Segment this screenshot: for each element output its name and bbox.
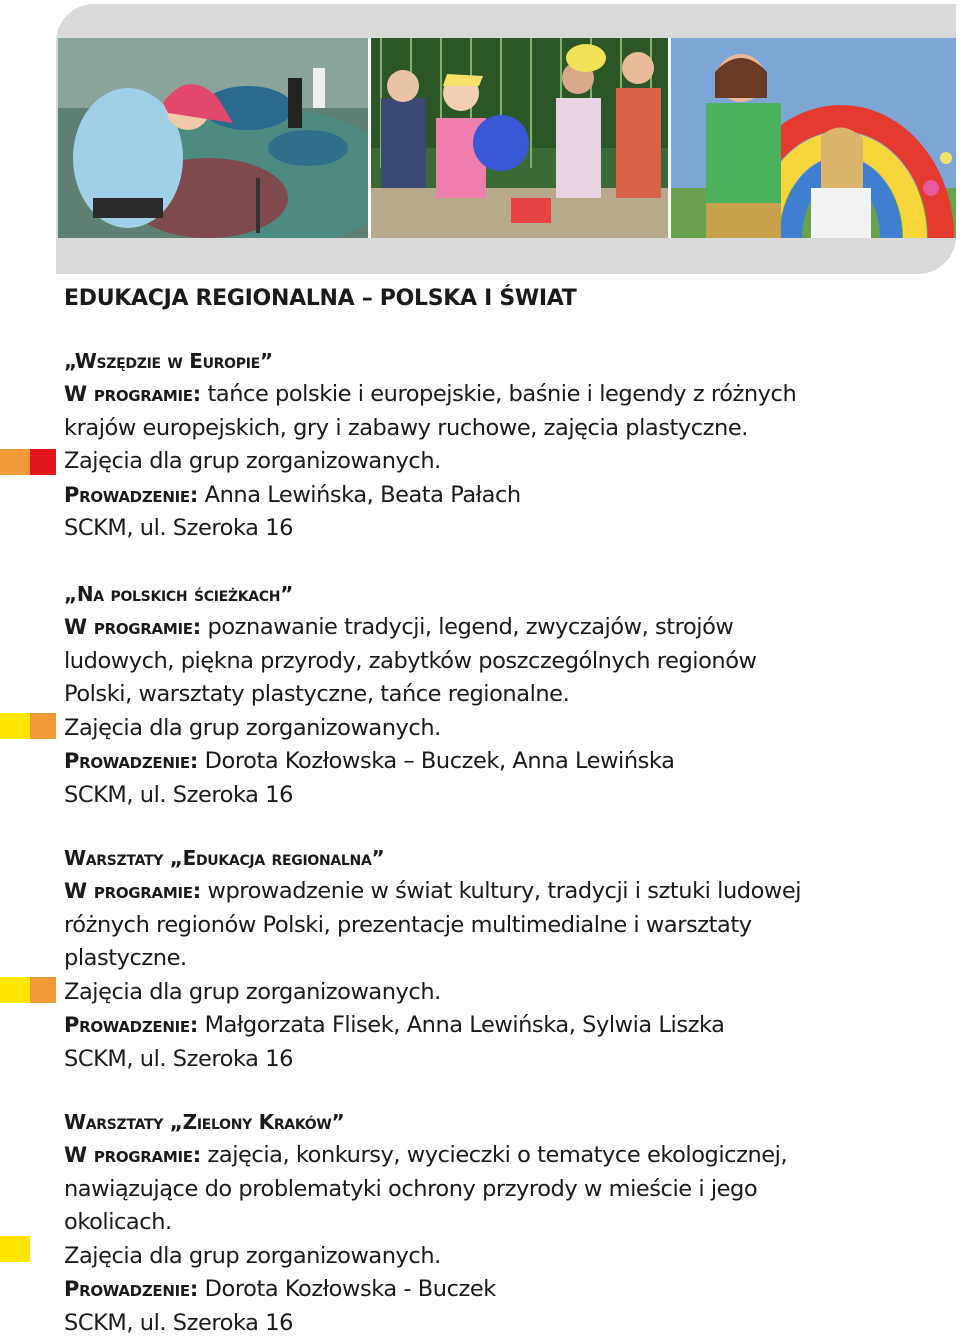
rainbow-mural-photo (668, 38, 956, 238)
yellow-square (0, 977, 30, 1003)
place-info: SCKM, ul. Szeroka 16 (64, 781, 293, 808)
yellow-square (0, 1236, 30, 1262)
section-title: Warsztaty „Zielony Kraków” (64, 1110, 345, 1134)
lead-label: Prowadzenie: (64, 1013, 198, 1037)
groups-info: Zajęcia dla grup zorganizowanych. (64, 1242, 441, 1269)
section-title: „Wszędzie w Europie” (64, 349, 273, 373)
program-text: tańce polskie i europejskie, baśnie i legendy z różnych (207, 381, 797, 407)
program-text: nawiązujące do problematyki ochrony przyrody w mieście i jego (64, 1175, 758, 1202)
photo-strip (58, 38, 956, 238)
lead-label: Prowadzenie: (64, 482, 198, 507)
program-label: W programie: (64, 382, 201, 406)
lead-line (64, 479, 944, 513)
program-line (64, 611, 944, 645)
groups-info: Zajęcia dla grup zorganizowanych. (64, 714, 441, 741)
program-label: W programie: (64, 615, 201, 639)
orange-square (30, 977, 56, 1003)
place-info: SCKM, ul. Szeroka 16 (64, 1045, 293, 1072)
program-text: ludowych, piękna przyrody, zabytków poszczególnych regionów (64, 647, 757, 674)
section-title: „Na polskich ścieżkach” (64, 582, 294, 606)
lead-line (64, 1273, 944, 1307)
orange-square (0, 449, 30, 475)
program-label: W programie: (64, 1143, 201, 1167)
program-line (64, 875, 944, 909)
program-line (64, 1139, 944, 1173)
program-text: wprowadzenie w świat kultury, tradycji i sztuki ludowej (207, 878, 802, 904)
section-warsztaty-edukacja-regionalna (64, 842, 944, 1076)
section-na-polskich-sciezkach (64, 578, 944, 812)
lead-line (64, 745, 944, 779)
section-wszedzie-w-europie (64, 345, 944, 546)
program-line (64, 378, 944, 412)
place-info: SCKM, ul. Szeroka 16 (64, 1309, 293, 1336)
section-3-marker (0, 977, 56, 1003)
place-info: SCKM, ul. Szeroka 16 (64, 515, 293, 541)
program-text: okolicach. (64, 1209, 172, 1235)
program-label: W programie: (64, 879, 201, 903)
program-text: plastyczne. (64, 945, 187, 971)
section-2-marker (0, 713, 56, 739)
lead-names: Małgorzata Flisek, Anna Lewińska, Sylwia Liszka (204, 1012, 725, 1038)
program-text: zajęcia, konkursy, wycieczki o tematyce ekologicznej, (207, 1142, 788, 1168)
section-warsztaty-zielony-krakow (64, 1106, 944, 1340)
lead-label: Prowadzenie: (64, 1277, 198, 1301)
groups-info: Zajęcia dla grup zorganizowanych. (64, 978, 441, 1005)
red-square (30, 449, 56, 475)
lead-names: Dorota Kozłowska – Buczek, Anna Lewińska (204, 748, 675, 774)
program-text: krajów europejskich, gry i zabawy ruchowe, zajęcia plastyczne. (64, 414, 748, 441)
lead-names: Dorota Kozłowska - Buczek (204, 1276, 496, 1302)
page-title: EDUKACJA REGIONALNA – POLSKA I ŚWIAT (64, 286, 577, 311)
lead-line (64, 1009, 944, 1043)
section-4-marker (0, 1236, 56, 1262)
section-1-marker (0, 449, 56, 475)
section-title: Warsztaty „Edukacja regionalna” (64, 846, 385, 870)
lead-label: Prowadzenie: (64, 749, 198, 773)
child-painting-photo (58, 38, 368, 238)
yellow-square (0, 713, 30, 739)
children-with-frisbees-photo (368, 38, 668, 238)
program-text: Polski, warsztaty plastyczne, tańce regionalne. (64, 681, 570, 707)
orange-square (30, 713, 56, 739)
program-text: poznawanie tradycji, legend, zwyczajów, strojów (207, 614, 734, 640)
groups-info: Zajęcia dla grup zorganizowanych. (64, 448, 441, 474)
lead-names: Anna Lewińska, Beata Pałach (204, 481, 521, 508)
program-text: różnych regionów Polski, prezentacje multimedialne i warsztaty (64, 911, 752, 938)
